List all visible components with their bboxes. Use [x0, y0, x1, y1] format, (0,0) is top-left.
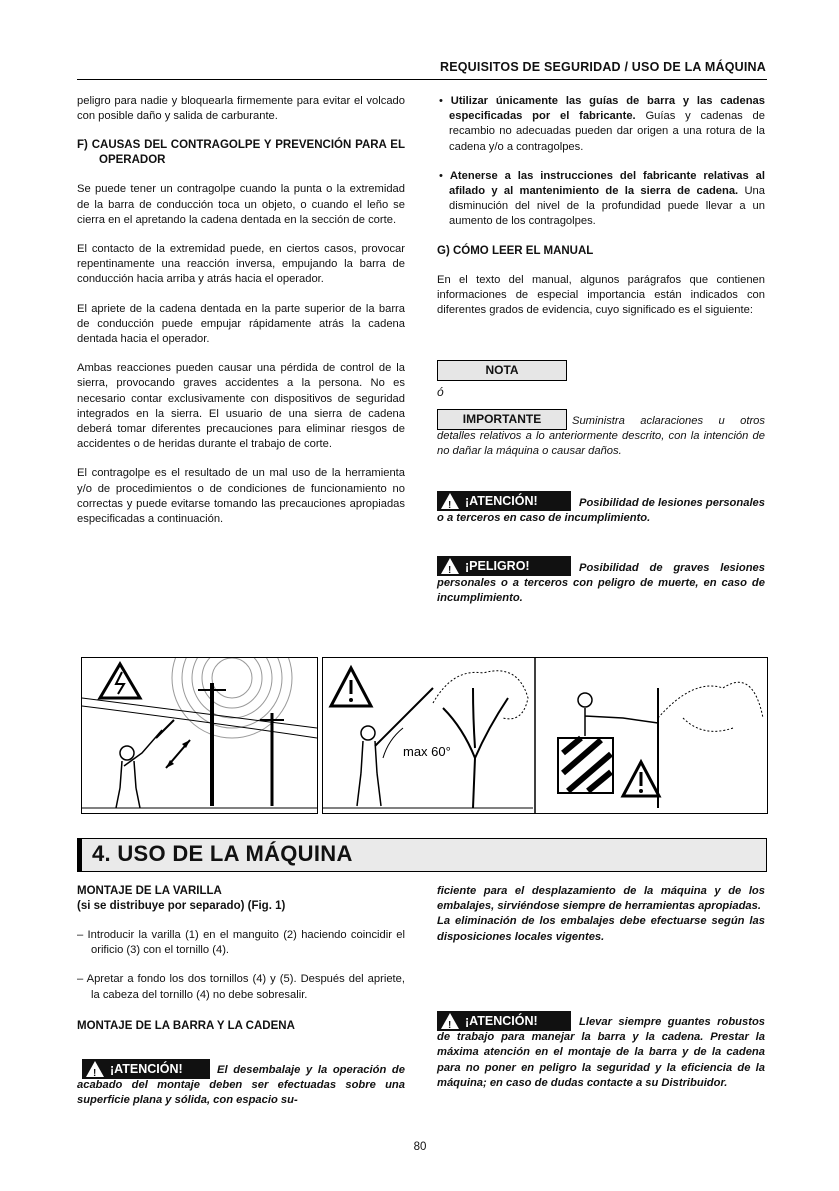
step-1: – Introducir la varilla (1) en el manguito (2) haciendo coincidir el orificio (3) con el tornillo (4). [77, 929, 405, 957]
or-text: ó [437, 385, 444, 399]
bullet-1: • Utilizar únicamente las guías de barra y las cadenas especificadas por el fabricante. Guías y cadenas de recambio no adecuadas pueden dar origen a una rotura de la cadena y/o a contragolpes. [439, 95, 766, 153]
continuation-paragraph: ficiente para el desplazamiento de la máquina y de los embalajes, sirviéndose siempre de herramientas apropiadas. [437, 885, 765, 913]
atencion-montaje-description: El desembalaje y la operación de acabado del montaje deben ser efectuadas sobre una superficie plana y sólida, con espacio su- [77, 1064, 405, 1107]
montaje-barra-title: MONTAJE DE LA BARRA Y LA CADENA [77, 1019, 295, 1032]
g-paragraph: En el texto del manual, algunos parágrafos que contienen informaciones de especial importancia están indicados con diferentes grados de evidencia, cuyo significado es el siguiente: [437, 273, 765, 317]
paragraph-3: El apriete de la cadena dentada en la parte superior de la barra de conducción puede empujar rápidamente atrás la cadena dentada hacia el operador. [77, 302, 405, 346]
paragraph-5: El contragolpe es el resultado de un mal uso de la herramienta y/o de procedimientos o de condiciones de funcionamiento no correctas y puede evitarse tomando las precauciones apropiadas especificadas a continuación. [77, 467, 405, 526]
nota-box: NOTA [437, 360, 567, 381]
bullet-2: • Atenerse a las instrucciones del fabricante relativas al afilado y al mantenimiento de la sierra de cadena. Una disminución del nivel de la profundidad puede llevar a un aumento de los contragolpes. [439, 169, 765, 228]
step-2: – Apretar a fondo los dos tornillos (4) y (5). Después del apriete, la cabeza del tornillo (4) no debe sobresalir. [77, 973, 405, 1001]
paragraph-2: El contacto de la extremidad puede, en ciertos casos, provocar repentinamente una reacción inversa, empujando la barra de conducción hacia arriba y atrás hacia el operador. [77, 243, 405, 286]
paragraph-1: Se puede tener un contragolpe cuando la punta o la extremidad de la barra de conducción toca un objeto, o cuando el leño se cierra en el apretando la cadena dentada en la sección de corte. [77, 183, 405, 226]
importante-description: Suministra aclaraciones u otros detalles relativos a lo anteriormente descrito, con la intención de no dañar la máquina o causar daños. [437, 415, 765, 458]
intro-paragraph: peligro para nadie y bloquearla firmemente para evitar el volcado con posible daño y salida de carburante. [77, 95, 405, 123]
atencion-description: Posibilidad de lesiones personales o a terceros en caso de incumplimiento. [437, 497, 765, 525]
atencion-montaje-text: ¡ATENCIÓN! [110, 1062, 183, 1076]
paragraph-4: Ambas reacciones pueden causar una pérdida de control de la sierra, provocando graves accidentes a la persona. No es necesario contar exclusivamente con dispositivos de seguridad integrados en la sierra. El usuario de una sierra de cadena deberá tomar diferentes precauciones para eliminar riesgos de accidentes o de heridas durante el trabajo de corte. [77, 362, 405, 451]
peligro-description: Posibilidad de graves lesiones personales o a terceros con peligro de muerte, en caso de incumplimiento. [437, 562, 765, 605]
section-4-title: 4. USO DE LA MÁQUINA [92, 841, 353, 866]
importante-box: IMPORTANTE [437, 409, 567, 430]
figure-panel-electric-hazard [81, 657, 318, 814]
peligro-text: ¡PELIGRO! [465, 559, 530, 573]
embalajes-paragraph: La eliminación de los embalajes debe efectuarse según las disposiciones locales vigentes. [437, 915, 765, 943]
bullet-2-bold: Atenerse a las instrucciones del fabricante relativas al afilado y al mantenimiento de la sierra de cadena. [449, 169, 765, 198]
montaje-varilla-subtitle: (si se distribuye por separado) (Fig. 1) [77, 900, 286, 912]
montaje-varilla-title: MONTAJE DE LA VARILLA [77, 885, 222, 897]
section-bar-accent [78, 839, 82, 871]
atencion-guantes-text: ¡ATENCIÓN! [465, 1014, 538, 1028]
bullet-2-rest: Una disminución del nivel de la profundidad puede llevar a un aumento de los contragolpes. [449, 185, 765, 228]
atencion-text: ¡ATENCIÓN! [465, 494, 538, 508]
bullet-1-rest: Guías y cadenas de recambio no adecuadas pueden dar origen a una rotura de la cadena y/o a contragolpes. [449, 110, 765, 153]
left-column [77, 94, 405, 541]
angle-label: max 60° [403, 744, 451, 759]
section-f-title: F) CAUSAS DEL CONTRAGOLPE Y PREVENCIÓN PARA EL OPERADOR [77, 139, 405, 167]
right-column [437, 94, 765, 332]
section-4-header [77, 838, 767, 872]
tree-cutting-illustration [323, 658, 767, 813]
header-rule [77, 79, 767, 80]
electric-hazard-illustration [82, 658, 317, 813]
section-4-left-column [77, 884, 405, 1034]
section-g-title: G) CÓMO LEER EL MANUAL [437, 244, 594, 257]
figure-panel-tree-cutting [322, 657, 768, 814]
bullet-1-bold: Utilizar únicamente las guías de barra y las cadenas especificadas por el fabricante. [449, 95, 766, 123]
section-4-right-continuation [437, 884, 765, 945]
page-header-title: REQUISITOS DE SEGURIDAD / USO DE LA MÁQUINA [440, 60, 766, 74]
atencion-guantes-description: Llevar siempre guantes robustos de trabajo para manejar la barra y la cadena. Prestar la máxima atención en el montaje de la barra y de la cadena para no poner en peligro la seguridad y la eficiencia de la máquina; en caso de dudas contacte a su Distribuidor. [437, 1016, 765, 1089]
page-number: 80 [413, 1141, 427, 1153]
